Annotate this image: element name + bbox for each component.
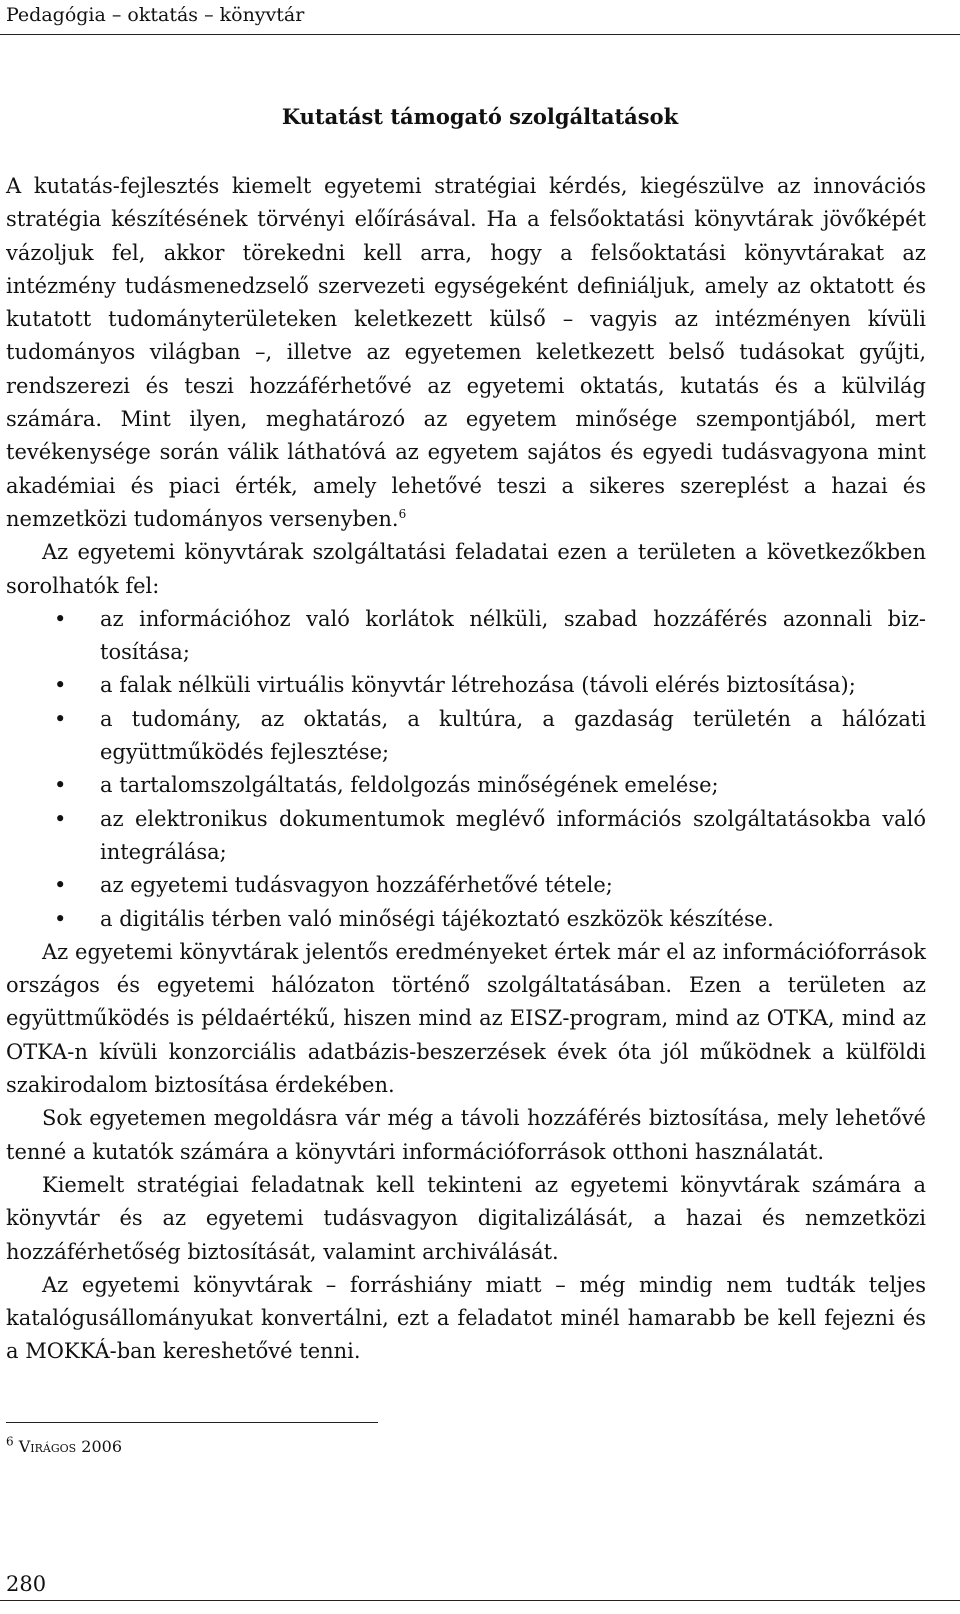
paragraph: Az egyetemi könyvtárak szolgáltatási feladatai ezen a területen a következőkben sorolhatók fel: (6, 540, 926, 598)
bullet-icon: • (54, 806, 67, 831)
bullet-icon: • (54, 906, 67, 931)
list-item-text: a falak nélküli virtuális könyvtár létrehozása (távoli elérés biztosítása); (100, 673, 856, 698)
footnote-text: Virágos 2006 (18, 1437, 123, 1456)
list-item-text: az információhoz való korlátok nélküli, szabad hozzáférés azonnali biztosítása; (100, 606, 926, 665)
section-title: Kutatást támogató szolgáltatások (281, 104, 679, 129)
bullet-icon: • (54, 706, 67, 731)
list-item-text: a tudomány, az oktatás, a kultúra, a gazdaság területén a hálózati együttműködés fejlesztése; (100, 706, 926, 765)
bullet-icon: • (54, 673, 67, 698)
list-item-text: a tartalomszolgáltatás, feldolgozás minőségének emelése; (100, 773, 719, 798)
list-item-text: az elektronikus dokumentumok meglévő információs szolgáltatásokba való integrálása; (100, 806, 926, 864)
running-head: Pedagógia – oktatás – könyvtár (6, 4, 305, 26)
list-item (54, 769, 926, 802)
body-text (6, 170, 926, 1369)
footnote-number: 6 (6, 1434, 14, 1449)
footer-divider (0, 1600, 960, 1601)
paragraph (6, 170, 926, 536)
list-item (54, 869, 926, 902)
list-item (54, 803, 926, 870)
bullet-icon: • (54, 606, 67, 631)
paragraph: Az egyetemi könyvtárak jelentős eredményeket értek már el az információforrások országos és egyetemi hálózaton történő szolgáltatásában. Ezen a területen az együttműködés is példaértékű, hiszen mind az EISZ-program, mind az OTKA, mind az OTKA-n kívüli konzorciális adatbázis-beszerzések évek óta jól működnek a külföldi szakirodalom biztosítása érdekében. (6, 939, 926, 1098)
paragraph: Kiemelt stratégiai feladatnak kell tekinteni az egyetemi könyvtárak számára a könyvtár és az egyetemi tudásvagyon digitalizálását, a hazai és nemzetközi hozzáférhetőség biztosítását, valamint archiválását. (6, 1172, 926, 1264)
footnote-reference: 6 (398, 506, 407, 521)
page-number: 280 (6, 1572, 47, 1596)
paragraph-text: A kutatás-fejlesztés kiemelt egyetemi stratégiai kérdés, kiegészülve az innovációs stratégia készítésének törvényi előírásával. Ha a felsőoktatási könyvtárak jövőképét vázoljuk fel, akkor törekedni kell arra, hogy a felsőoktatási könyvtárakat az intézmény tudásmenedzselő szervezeti egységeként definiáljuk, amely az oktatott és kutatott tudományterületeken keletkezett külső – vagyis az intézményen kívüli tudományos világban –, illetve az egyetemen keletkezett belső tudásokat gyűjti, rendszerezi és teszi hozzáférhetővé az egyetemi oktatás, kutatás és a külvilág számára. Mint ilyen, meghatározó az egyetem minősége szempontjából, mert tevékenysége során válik láthatóvá az egyetem sajátos és egyedi tudásvagyona mint akadémiai és piaci érték, amely lehetővé teszi a sikeres szereplést a hazai és nemzetközi tudományos versenyben. (6, 174, 926, 531)
list-item (54, 903, 926, 936)
header-divider (0, 34, 960, 35)
paragraph: Sok egyetemen megoldásra vár még a távoli hozzáférés biztosítása, mely lehetővé tenné a kutatók számára a könyvtári információforrások otthoni használatát. (6, 1106, 926, 1164)
list-item-text: az egyetemi tudásvagyon hozzáférhetővé tétele; (100, 873, 613, 898)
bullet-list (6, 603, 926, 936)
paragraph: Az egyetemi könyvtárak – forráshiány miatt – még mindig nem tudták teljes katalógusállományukat konvertálni, ezt a feladatot minél hamarabb be kell fejezni és a MOKKÁ-ban kereshetővé tenni. (6, 1272, 926, 1364)
bullet-icon: • (54, 873, 67, 898)
list-item-text: a digitális térben való minőségi tájékoztató eszközök készítése. (100, 906, 774, 931)
footnote (6, 1434, 123, 1456)
list-item (54, 703, 926, 770)
list-item (54, 669, 926, 702)
bullet-icon: • (54, 773, 67, 798)
list-item (54, 603, 926, 670)
footnote-divider (6, 1422, 378, 1423)
